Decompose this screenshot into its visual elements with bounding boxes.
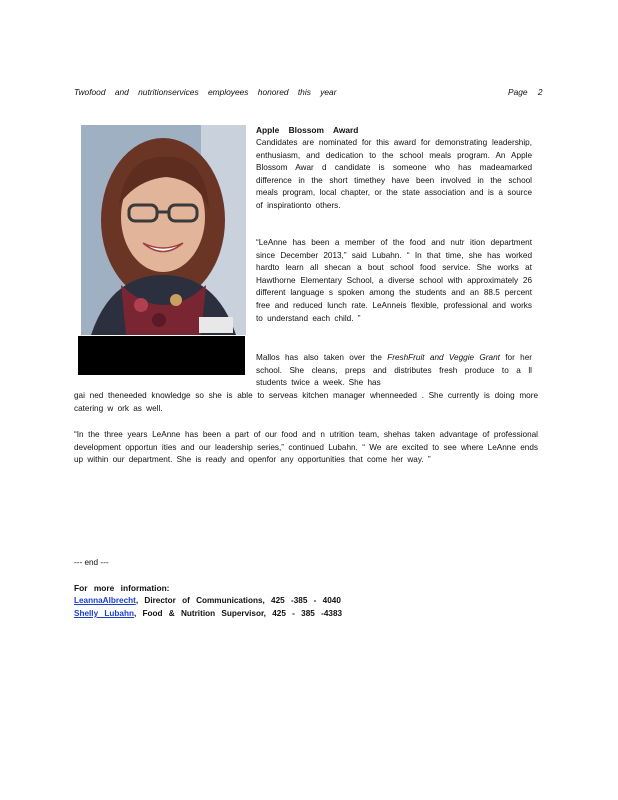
portrait-illustration bbox=[81, 125, 246, 335]
redaction-bar bbox=[78, 336, 245, 375]
grant-name: FreshFruit and Veggie Grant bbox=[387, 353, 500, 362]
contact-line-1 bbox=[74, 596, 341, 605]
award-paragraph-3-continued: gai ned theneeded knowledge so she is able to serveas kitchen manager whenneeded . She currently is doing more catering w ork as well. bbox=[74, 391, 538, 413]
more-info-heading: For more information: bbox=[74, 583, 170, 593]
award-paragraph-4: “In the three years LeAnne has been a part of our food and n utrition team, shehas taken advantage of professional development opportun ities and our leadership series,” continued Lubahn. “ We are excited to see where LeAnne ends up within our department. She is ready and openfor any opportunities that come her way. ” bbox=[74, 430, 538, 465]
end-marker: --- end --- bbox=[74, 558, 109, 567]
award-paragraph-2: “LeAnne has been a member of the food and nutr ition department since December 2013,” said Lubahn. “ In that time, she has worked hardto learn all shecan a bout school food service. She works at Hawthorne Elementary School, a diverse school with approximately 26 different language s spoken among the students and an 88.5 percent free and reduced lunch rate. LeAnneis flexible, professional and works to understand each child. ” bbox=[256, 238, 532, 323]
portrait-photo bbox=[81, 125, 246, 335]
contact-1-link[interactable]: LeannaAlbrecht bbox=[74, 596, 136, 605]
award-paragraph-3 bbox=[256, 352, 532, 390]
header-title: Twofood and nutritionservices employees honored this year bbox=[74, 87, 337, 97]
paragraph-3-end: for her school. She cleans, preps and distributes fresh produce to a ll students twice a week. She has bbox=[256, 353, 532, 388]
contact-2-details: , Food & Nutrition Supervisor, 425 - 385 -4383 bbox=[133, 609, 343, 618]
award-paragraph-1: Candidates are nominated for this award for demonstrating leadership, enthusiasm, and dedication to the school meals program. An Apple Blossom Awar d candidate is someone who has madeamarked difference in the short timethey have been involved in the school meals program, local chapter, or the state association and is a source of inspirationto others. bbox=[256, 138, 532, 210]
award-heading: Apple Blossom Award bbox=[256, 125, 359, 135]
paragraph-3-start: Mallos has also taken over the bbox=[256, 353, 388, 362]
page-number: Page 2 bbox=[508, 87, 543, 97]
contact-1-details: , Director of Communications, 425 -385 - 4040 bbox=[135, 596, 341, 605]
contact-line-2 bbox=[74, 609, 342, 618]
contact-2-link[interactable]: Shelly Lubahn bbox=[74, 609, 134, 618]
